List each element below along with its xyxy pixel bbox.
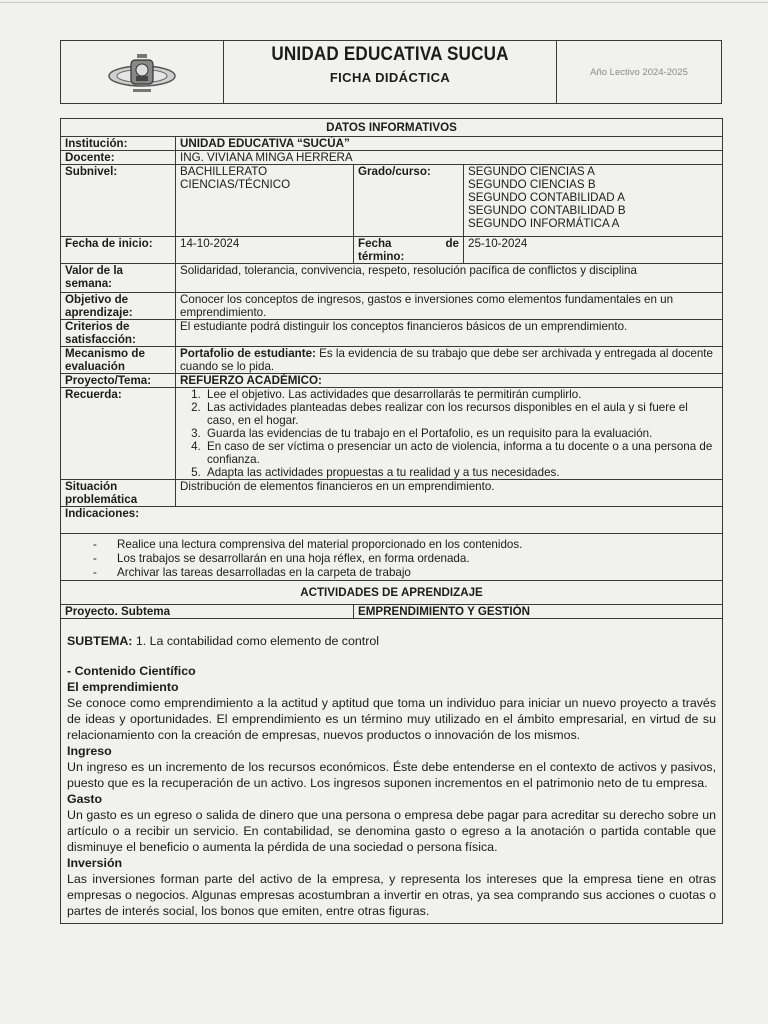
section-heading: Ingreso: [67, 744, 112, 758]
mecanismo-value: [176, 347, 723, 374]
docente-value: ING. VIVIANA MINGA HERRERA: [176, 151, 723, 165]
fecha-termino-label-part: de: [445, 237, 459, 250]
fecha-termino-label: [354, 237, 464, 264]
header-title-cell: [224, 41, 557, 103]
grado-values: [464, 165, 723, 237]
subtema-line: [67, 633, 716, 649]
section-text: Las inversiones forman parte del activo de la empresa, y representa los intereses que la empresa tiene en otras empresas o negocios. Algunas empresas acostumbran a invertir en otras, ya sea comprando sus acciones o cuotas o partes de interés social, los bonos que emiten, entre otras figuras.: [67, 872, 717, 918]
mecanismo-bold: Portafolio de estudiante:: [180, 347, 316, 360]
section-heading: El emprendimiento: [67, 680, 179, 694]
list-item: 4. En caso de ser víctima o presenciar un acto de violencia, informa a tu docente o a una persona de confianza.: [204, 440, 718, 466]
school-year: Año Lectivo 2024-2025: [590, 66, 688, 78]
document-type: FICHA DIDÁCTICA: [329, 70, 451, 85]
grado-value: SEGUNDO CIENCIAS A: [468, 165, 595, 178]
fecha-termino-label-part: Fecha: [358, 237, 392, 250]
fecha-termino-value: 25-10-2024: [464, 237, 723, 264]
section-heading: Gasto: [67, 792, 103, 806]
objetivo-value: Conocer los conceptos de ingresos, gastos e inversiones como elementos fundamentales en un emprendimiento.: [176, 293, 723, 320]
fecha-inicio-value: 14-10-2024: [176, 237, 354, 264]
grado-value: SEGUNDO CONTABILIDAD A: [468, 191, 625, 204]
grado-label: Grado/curso:: [354, 165, 464, 237]
grado-value: SEGUNDO CONTABILIDAD B: [468, 204, 626, 217]
mecanismo-label: Mecanismo de evaluación: [61, 347, 176, 374]
list-item: - Realice una lectura comprensiva del material proporcionado en los contenidos.: [93, 538, 718, 552]
indicaciones-label: Indicaciones:: [61, 507, 723, 534]
document-header: [60, 40, 722, 104]
criterios-value: El estudiante podrá distinguir los conceptos financieros básicos de un emprendimiento.: [176, 320, 723, 347]
criterios-label: Criterios de satisfacción:: [61, 320, 176, 347]
school-name: UNIDAD EDUCATIVA SUCUA: [271, 44, 509, 65]
recuerda-label: Recuerda:: [61, 388, 176, 480]
section-text: Un gasto es un egreso o salida de dinero que una persona o empresa debe pagar para acreditar su derecho sobre un artículo o a recibir un servicio. En contabilidad, se denomina gasto o egreso a la anotación o partida contable que disminuye el beneficio o aumenta la pérdida de una sociedad o persona física.: [67, 808, 717, 854]
objetivo-label: Objetivo de aprendizaje:: [61, 293, 176, 320]
list-item: - Archivar las tareas desarrolladas en la carpeta de trabajo: [93, 566, 718, 580]
indicaciones-list: [65, 538, 718, 580]
indicaciones-list-cell: [61, 534, 723, 581]
datos-informativos-table: [60, 118, 723, 924]
list-item: 5. Adapta las actividades propuestas a tu realidad y a tus necesidades.: [204, 466, 718, 479]
valor-value: Solidaridad, tolerancia, convivencia, respeto, resolución pacífica de conflictos y disciplina: [176, 264, 723, 293]
proyecto-value: REFUERZO ACADÉMICO:: [176, 374, 723, 388]
proyecto-subtema-value: EMPRENDIMIENTO Y GESTIÓN: [354, 605, 723, 619]
docente-label: Docente:: [61, 151, 176, 165]
situacion-label: Situación problemática: [61, 480, 176, 507]
section-heading: Inversión: [67, 856, 123, 870]
list-item: 3. Guarda las evidencias de tu trabajo en el Portafolio, es un requisito para la evaluación.: [204, 427, 718, 440]
grado-value: SEGUNDO INFORMÁTICA A: [468, 217, 620, 230]
grado-value: SEGUNDO CIENCIAS B: [468, 178, 596, 191]
list-item: - Los trabajos se desarrollarán en una hoja réflex, en forma ordenada.: [93, 552, 718, 566]
mecanismo-text: Es la evidencia de su trabajo que debe ser archivada y entregada al docente cuando se lo pida.: [180, 347, 713, 373]
contenido-cientifico-cell: [61, 619, 723, 924]
valor-label: Valor de la semana:: [61, 264, 176, 293]
section-title-datos: DATOS INFORMATIVOS: [61, 119, 723, 137]
recuerda-list: [180, 388, 718, 479]
situacion-value: Distribución de elementos financieros en un emprendimiento.: [176, 480, 723, 507]
recuerda-list-cell: [176, 388, 723, 480]
ficha-page: [60, 40, 722, 918]
scan-top-edge: [0, 2, 768, 3]
section-text: Un ingreso es un incremento de los recursos económicos. Éste debe entenderse en el contexto de activos y pasivos, puesto que es la recuperación de un activo. Los ingresos suponen incrementos en el patrimonio neto de tu empresa.: [67, 760, 717, 790]
proyecto-label: Proyecto/Tema:: [61, 374, 176, 388]
fecha-termino-label-part: término:: [358, 250, 405, 263]
list-item: 1. Lee el objetivo. Las actividades que desarrollarás te permitirán cumplirlo.: [204, 388, 718, 401]
subtema-value: 1. La contabilidad como elemento de control: [132, 634, 379, 648]
institucion-value: UNIDAD EDUCATIVA “SUCÚA”: [176, 137, 723, 151]
logo-cell: [61, 41, 224, 103]
subtema-label: SUBTEMA:: [67, 634, 133, 648]
subnivel-label: Subnivel:: [61, 165, 176, 237]
fecha-inicio-label: Fecha de inicio:: [61, 237, 176, 264]
actividades-title: ACTIVIDADES DE APRENDIZAJE: [61, 581, 723, 605]
contenido-heading: - Contenido Científico: [67, 664, 196, 678]
section-text: Se conoce como emprendimiento a la actitud y aptitud que toma un individuo para iniciar un nuevo proyecto a través de ideas y oportunidades. El emprendimiento es un término muy utilizado en el ámbito empresarial, en virtud de su relacionamiento con la creación de empresas, nuevos productos o innovación de los mismos.: [67, 696, 717, 742]
school-crest-icon: [103, 49, 181, 95]
institucion-label: Institución:: [61, 137, 176, 151]
list-item: 2. Las actividades planteadas debes realizar con los recursos disponibles en el aula y si fuere el caso, en el hogar.: [204, 401, 718, 427]
proyecto-subtema-label: Proyecto. Subtema: [61, 605, 354, 619]
subnivel-value: BACHILLERATO CIENCIAS/TÉCNICO: [176, 165, 354, 237]
